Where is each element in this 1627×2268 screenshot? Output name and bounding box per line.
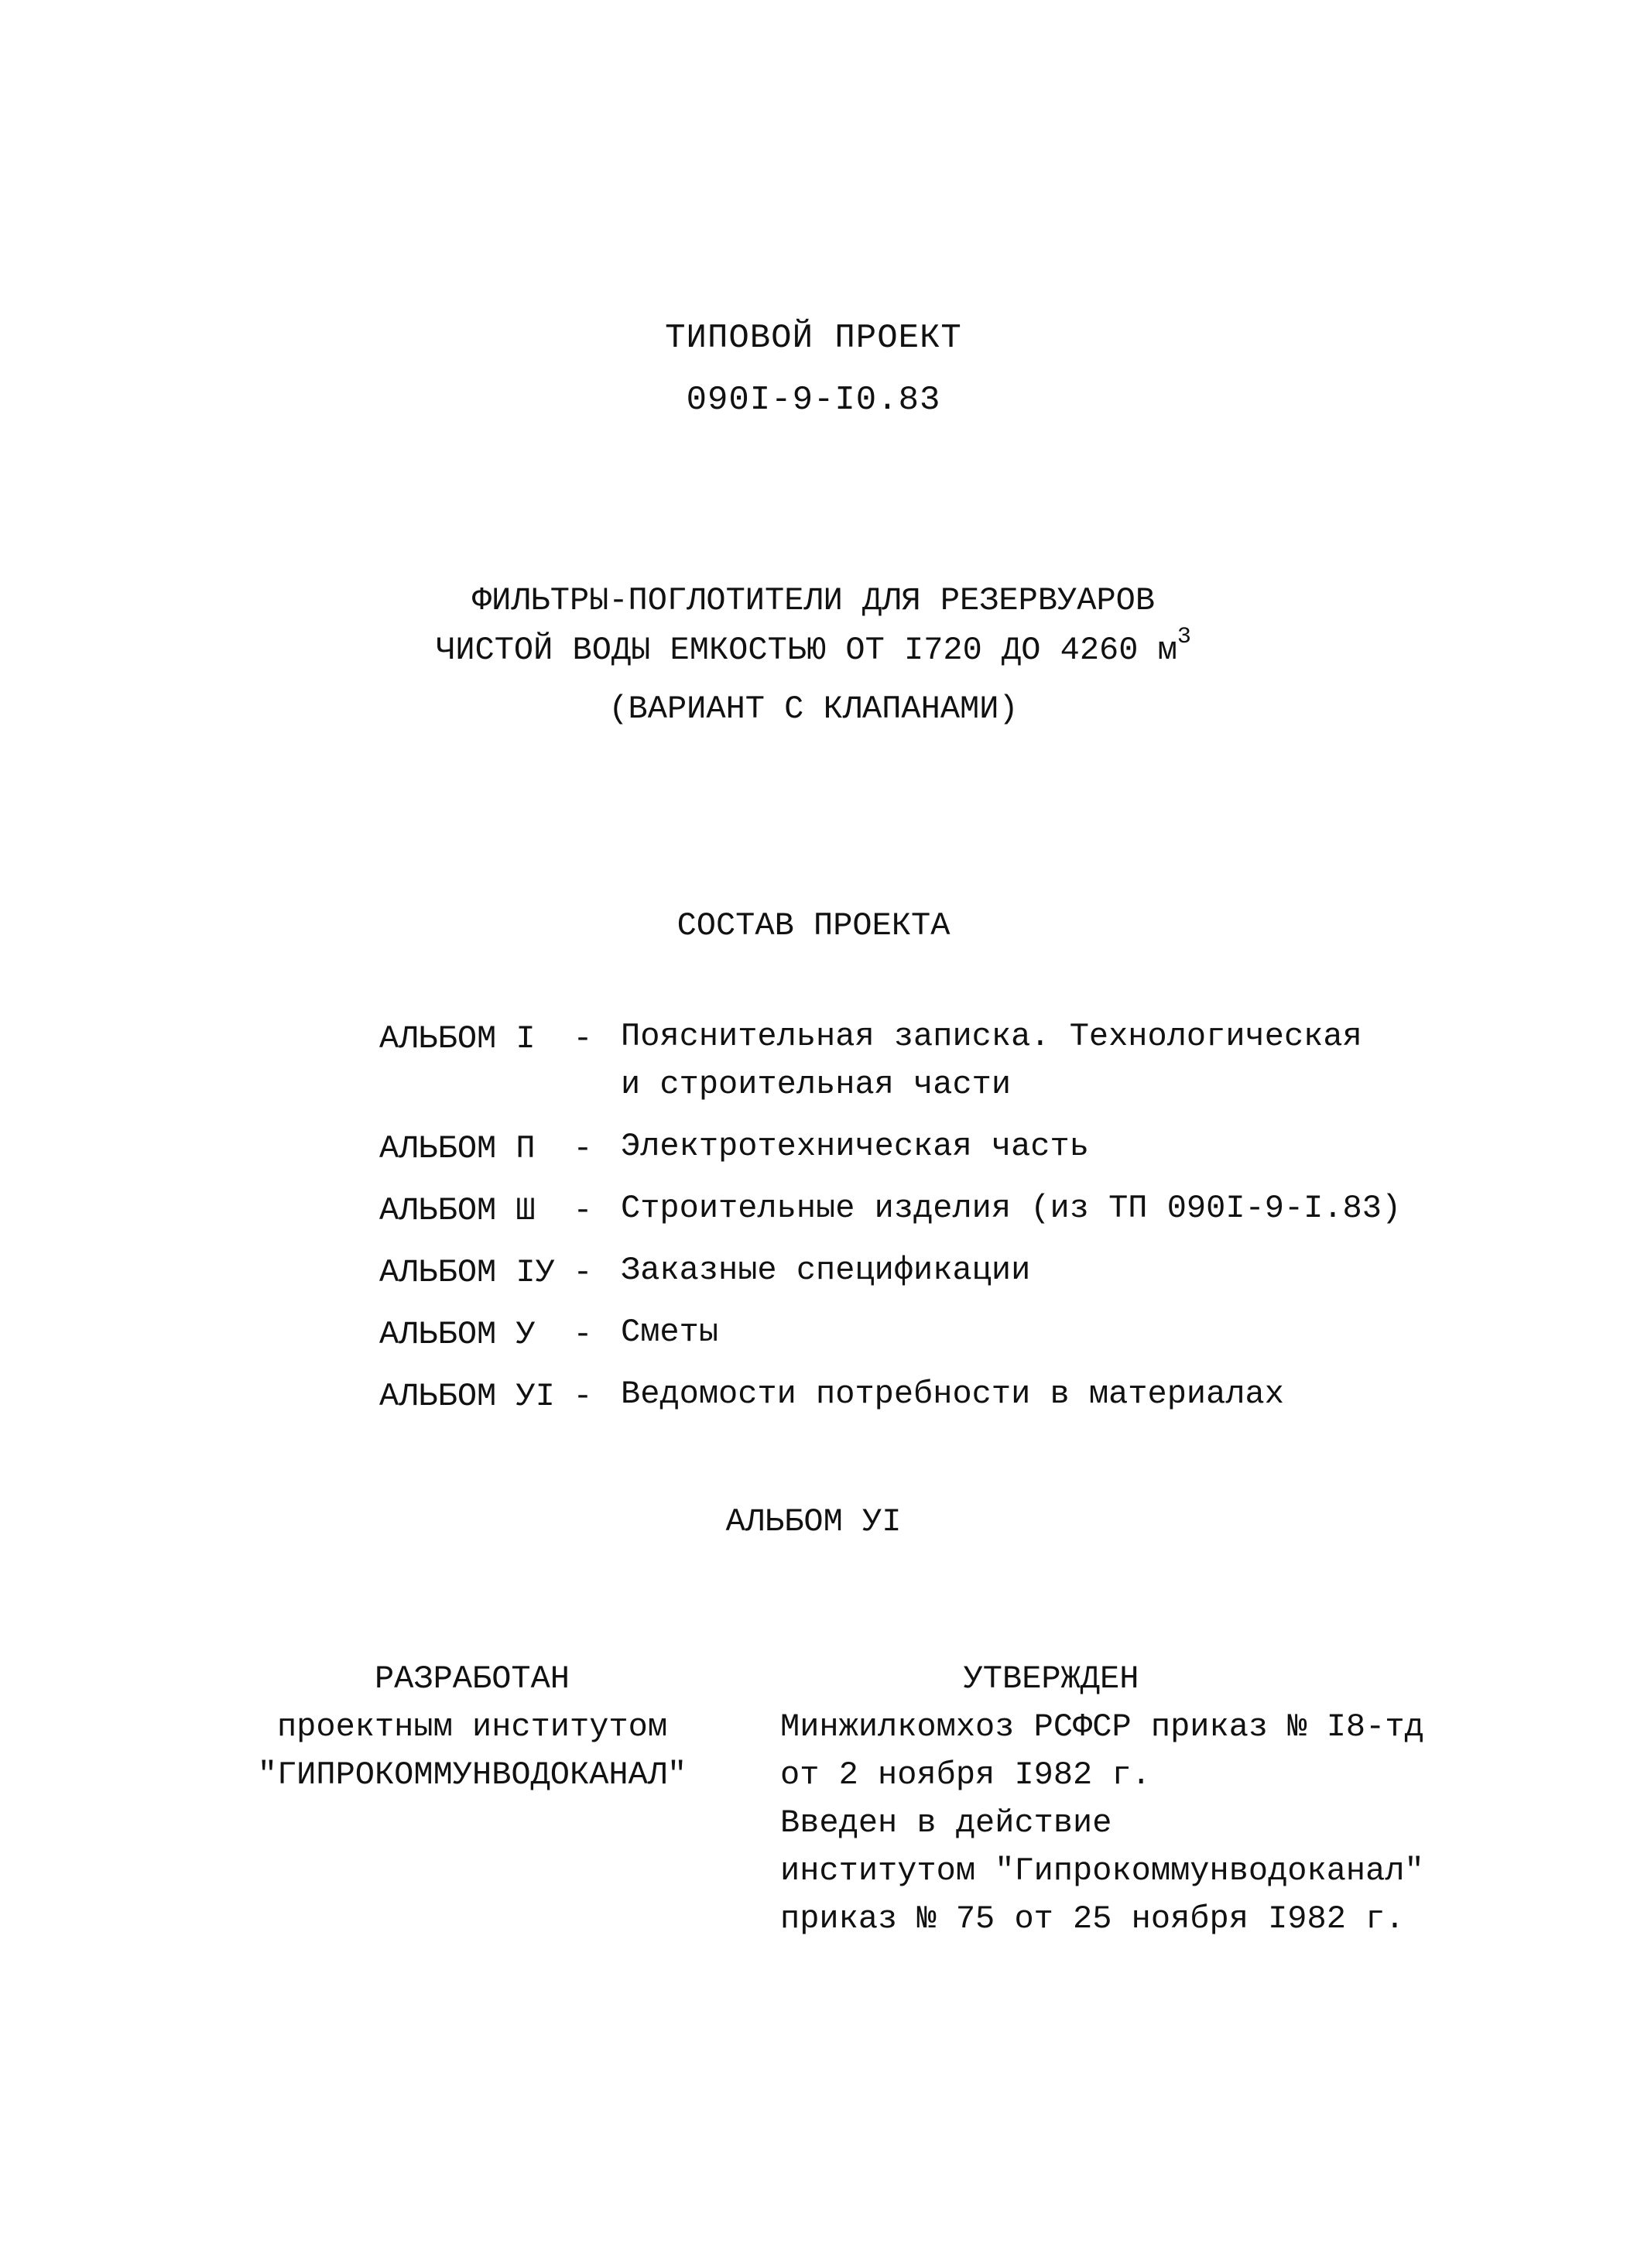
album-description: Сметы [621,1314,719,1351]
album-description: Строительные изделия (из ТП 090I-9-I.83) [621,1190,1402,1227]
album-name: АЛЬБОМ IУ [379,1254,555,1291]
album-name: АЛЬБОМ Ш [379,1192,536,1229]
album-row [379,1192,1463,1254]
album-name: АЛЬБОМ УI [379,1378,555,1415]
album-dash: - [573,1378,593,1415]
album-name: АЛЬБОМ П [379,1130,536,1167]
title-line-3: (ВАРИАНТ С КЛАПАНАМИ) [608,690,1019,728]
album-description [621,1012,1362,1108]
title-line-1: ФИЛЬТРЫ-ПОГЛОТИТЕЛИ ДЛЯ РЕЗЕРВУАРОВ [471,582,1156,619]
project-code: 090I-9-I0.83 [686,381,941,420]
developed-line-1: проектным институтом [276,1708,668,1746]
album-name: АЛЬБОМ I [379,1020,536,1057]
developed-heading: РАЗРАБОТАН [374,1660,570,1698]
album-description: Электротехническая часть [621,1128,1089,1165]
approved-line-2: от 2 ноября I982 г. [780,1756,1151,1794]
album-description: Заказные спецификации [621,1252,1031,1289]
title-line-2-text: ЧИСТОЙ ВОДЫ ЕМКОСТЬЮ ОТ I720 ДО 4260 м [436,632,1177,669]
approved-line-1: Минжилкомхоз РСФСР приказ № I8-тд [780,1708,1424,1746]
developed-block [178,1655,766,1799]
album-list [379,1020,1463,1440]
album-row [379,1316,1463,1378]
album-name: АЛЬБОМ У [379,1316,536,1353]
album-row [379,1254,1463,1316]
approved-line-4: институтом "Гипрокоммунводоканал" [780,1852,1424,1889]
album-description-line: Пояснительная записка. Технологическая [621,1018,1362,1055]
title-line-2 [0,624,1627,669]
developed-line-2: "ГИПРОКОММУНВОДОКАНАЛ" [257,1756,687,1794]
project-type: ТИПОВОЙ ПРОЕКТ [665,319,962,358]
album-dash: - [573,1254,593,1291]
current-album: АЛЬБОМ УI [725,1503,902,1540]
album-description: Ведомости потребности в материалах [621,1376,1284,1413]
composition-heading: СОСТАВ ПРОЕКТА [676,907,951,944]
approved-line-3: Введен в действие [780,1804,1112,1841]
album-row [379,1378,1463,1440]
approved-block [780,1655,1554,1943]
album-dash: - [573,1192,593,1229]
album-row [379,1130,1463,1192]
album-dash: - [573,1020,593,1057]
approved-line-5: приказ № 75 от 25 ноября I982 г. [780,1900,1405,1937]
album-dash: - [573,1316,593,1353]
approved-heading: УТВЕРЖДЕН [963,1660,1139,1698]
album-dash: - [573,1130,593,1167]
album-description-line: и строительная части [621,1066,1012,1103]
title-line-2-superscript: 3 [1177,624,1191,650]
album-row [379,1020,1463,1130]
